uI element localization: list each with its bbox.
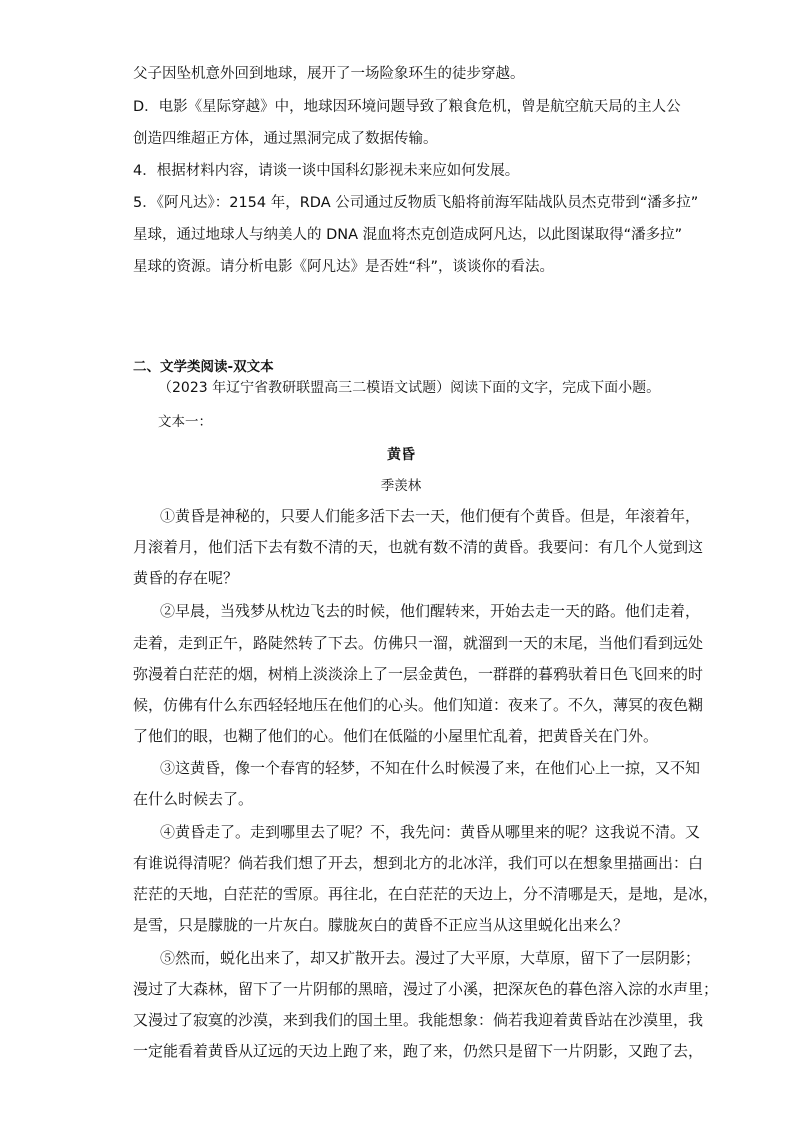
part1-line-5: 5．《阿凡达》：2154 年，RDA 公司通过反物质飞船将前海军陆战队员杰克带到“潘多拉” — [133, 195, 699, 211]
paragraph-5-line-3: 又漫过了寂寞的沙漠，来到我们的国土里。我能想象：倘若我迎着黄昏站在沙漠里，我 — [133, 1011, 704, 1029]
section-intro: （2023 年辽宁省教研联盟高三二模语文试题）阅读下面的文字，完成下面小题。 — [158, 380, 661, 396]
essay-title: 黄昏 — [387, 447, 415, 463]
paragraph-1-line-1: ①黄昏是神秘的，只要人们能多活下去一天，他们便有个黄昏。但是，年滚着年， — [160, 507, 701, 525]
paragraph-5-line-4: 一定能看着黄昏从辽远的天边上跑了来，跑了来，仍然只是留下一片阴影，又跑了去， — [133, 1042, 704, 1060]
part1-line-1: 父子因坠机意外回到地球，展开了一场险象环生的徒步穿越。 — [133, 66, 525, 82]
part1-line-7: 星球的资源。请分析电影《阿凡达》是否姓“科”，谈谈你的看法。 — [133, 259, 555, 275]
paragraph-5-line-2: 漫过了大森林，留下了一片阴郁的黑暗，漫过了小溪，把深灰色的暮色溶入淙的水声里； — [133, 980, 719, 998]
paragraph-2-line-3: 弥漫着白茫茫的烟，树梢上淡淡涂上了一层金黄色，一群群的暮鸦驮着日色飞回来的时 — [133, 665, 704, 683]
paragraph-4-line-2: 有谁说得清呢？倘若我们想了开去，想到北方的北冰洋，我们可以在想象里描画出：白 — [133, 854, 704, 872]
paragraph-2-line-4: 候，仿佛有什么东西轻轻地压在他们的心头。他们知道：夜来了。不久，薄冥的夜色糊 — [133, 696, 704, 714]
section-title: 二、文学类阅读-双文本 — [133, 359, 274, 375]
paragraph-2-line-2: 走着，走到正午，路陡然转了下去。仿佛只一溜，就溜到一天的末尾，当他们看到远处 — [133, 634, 704, 652]
text-label: 文本一： — [158, 414, 212, 430]
paragraph-1-line-2: 月滚着月，他们活下去有数不清的天，也就有数不清的黄昏。我要问：有几个人觉到这 — [133, 538, 704, 556]
paragraph-2-line-1: ②早晨，当残梦从枕边飞去的时候，他们醒转来，开始去走一天的路。他们走着， — [160, 602, 701, 620]
paragraph-5-line-1: ⑤然而，蜕化出来了，却又扩散开去。漫过了大平原，大草原，留下了一层阴影； — [160, 949, 701, 967]
paragraph-4-line-4: 是雪，只是朦胧的一片灰白。朦胧灰白的黄昏不正应当从这里蜕化出来么？ — [133, 916, 629, 934]
essay-author: 季羡林 — [380, 478, 422, 494]
paragraph-4-line-1: ④黄昏走了。走到哪里去了呢？不，我先问：黄昏从哪里来的呢？这我说不清。又 — [160, 823, 701, 841]
part1-line-3: 创造四维超正方体，通过黑洞完成了数据传输。 — [133, 131, 438, 147]
part1-line-6: 星球，通过地球人与纳美人的 DNA 混血将杰克创造成阿凡达，以此图谋取得“潘多拉” — [133, 227, 683, 243]
paragraph-3-line-1: ③这黄昏，像一个春宵的轻梦，不知在什么时候漫了来，在他们心上一掠，又不知 — [160, 759, 701, 777]
paragraph-2-line-5: 了他们的眼，也糊了他们的心。他们在低隘的小屋里忙乱着，把黄昏关在门外。 — [133, 727, 659, 745]
paragraph-4-line-3: 茫茫的天地，白茫茫的雪原。再往北，在白茫茫的天边上，分不清哪是天，是地，是冰， — [133, 885, 719, 903]
part1-line-2: D．电影《星际穿越》中，地球因环境问题导致了粮食危机，曾是航空航天局的主人公 — [133, 99, 681, 115]
paragraph-3-line-2: 在什么时候去了。 — [133, 790, 254, 808]
paragraph-1-line-3: 黄昏的存在呢？ — [133, 569, 239, 587]
part1-line-4: 4．根据材料内容，请谈一谈中国科幻影视未来应如何发展。 — [133, 163, 520, 179]
